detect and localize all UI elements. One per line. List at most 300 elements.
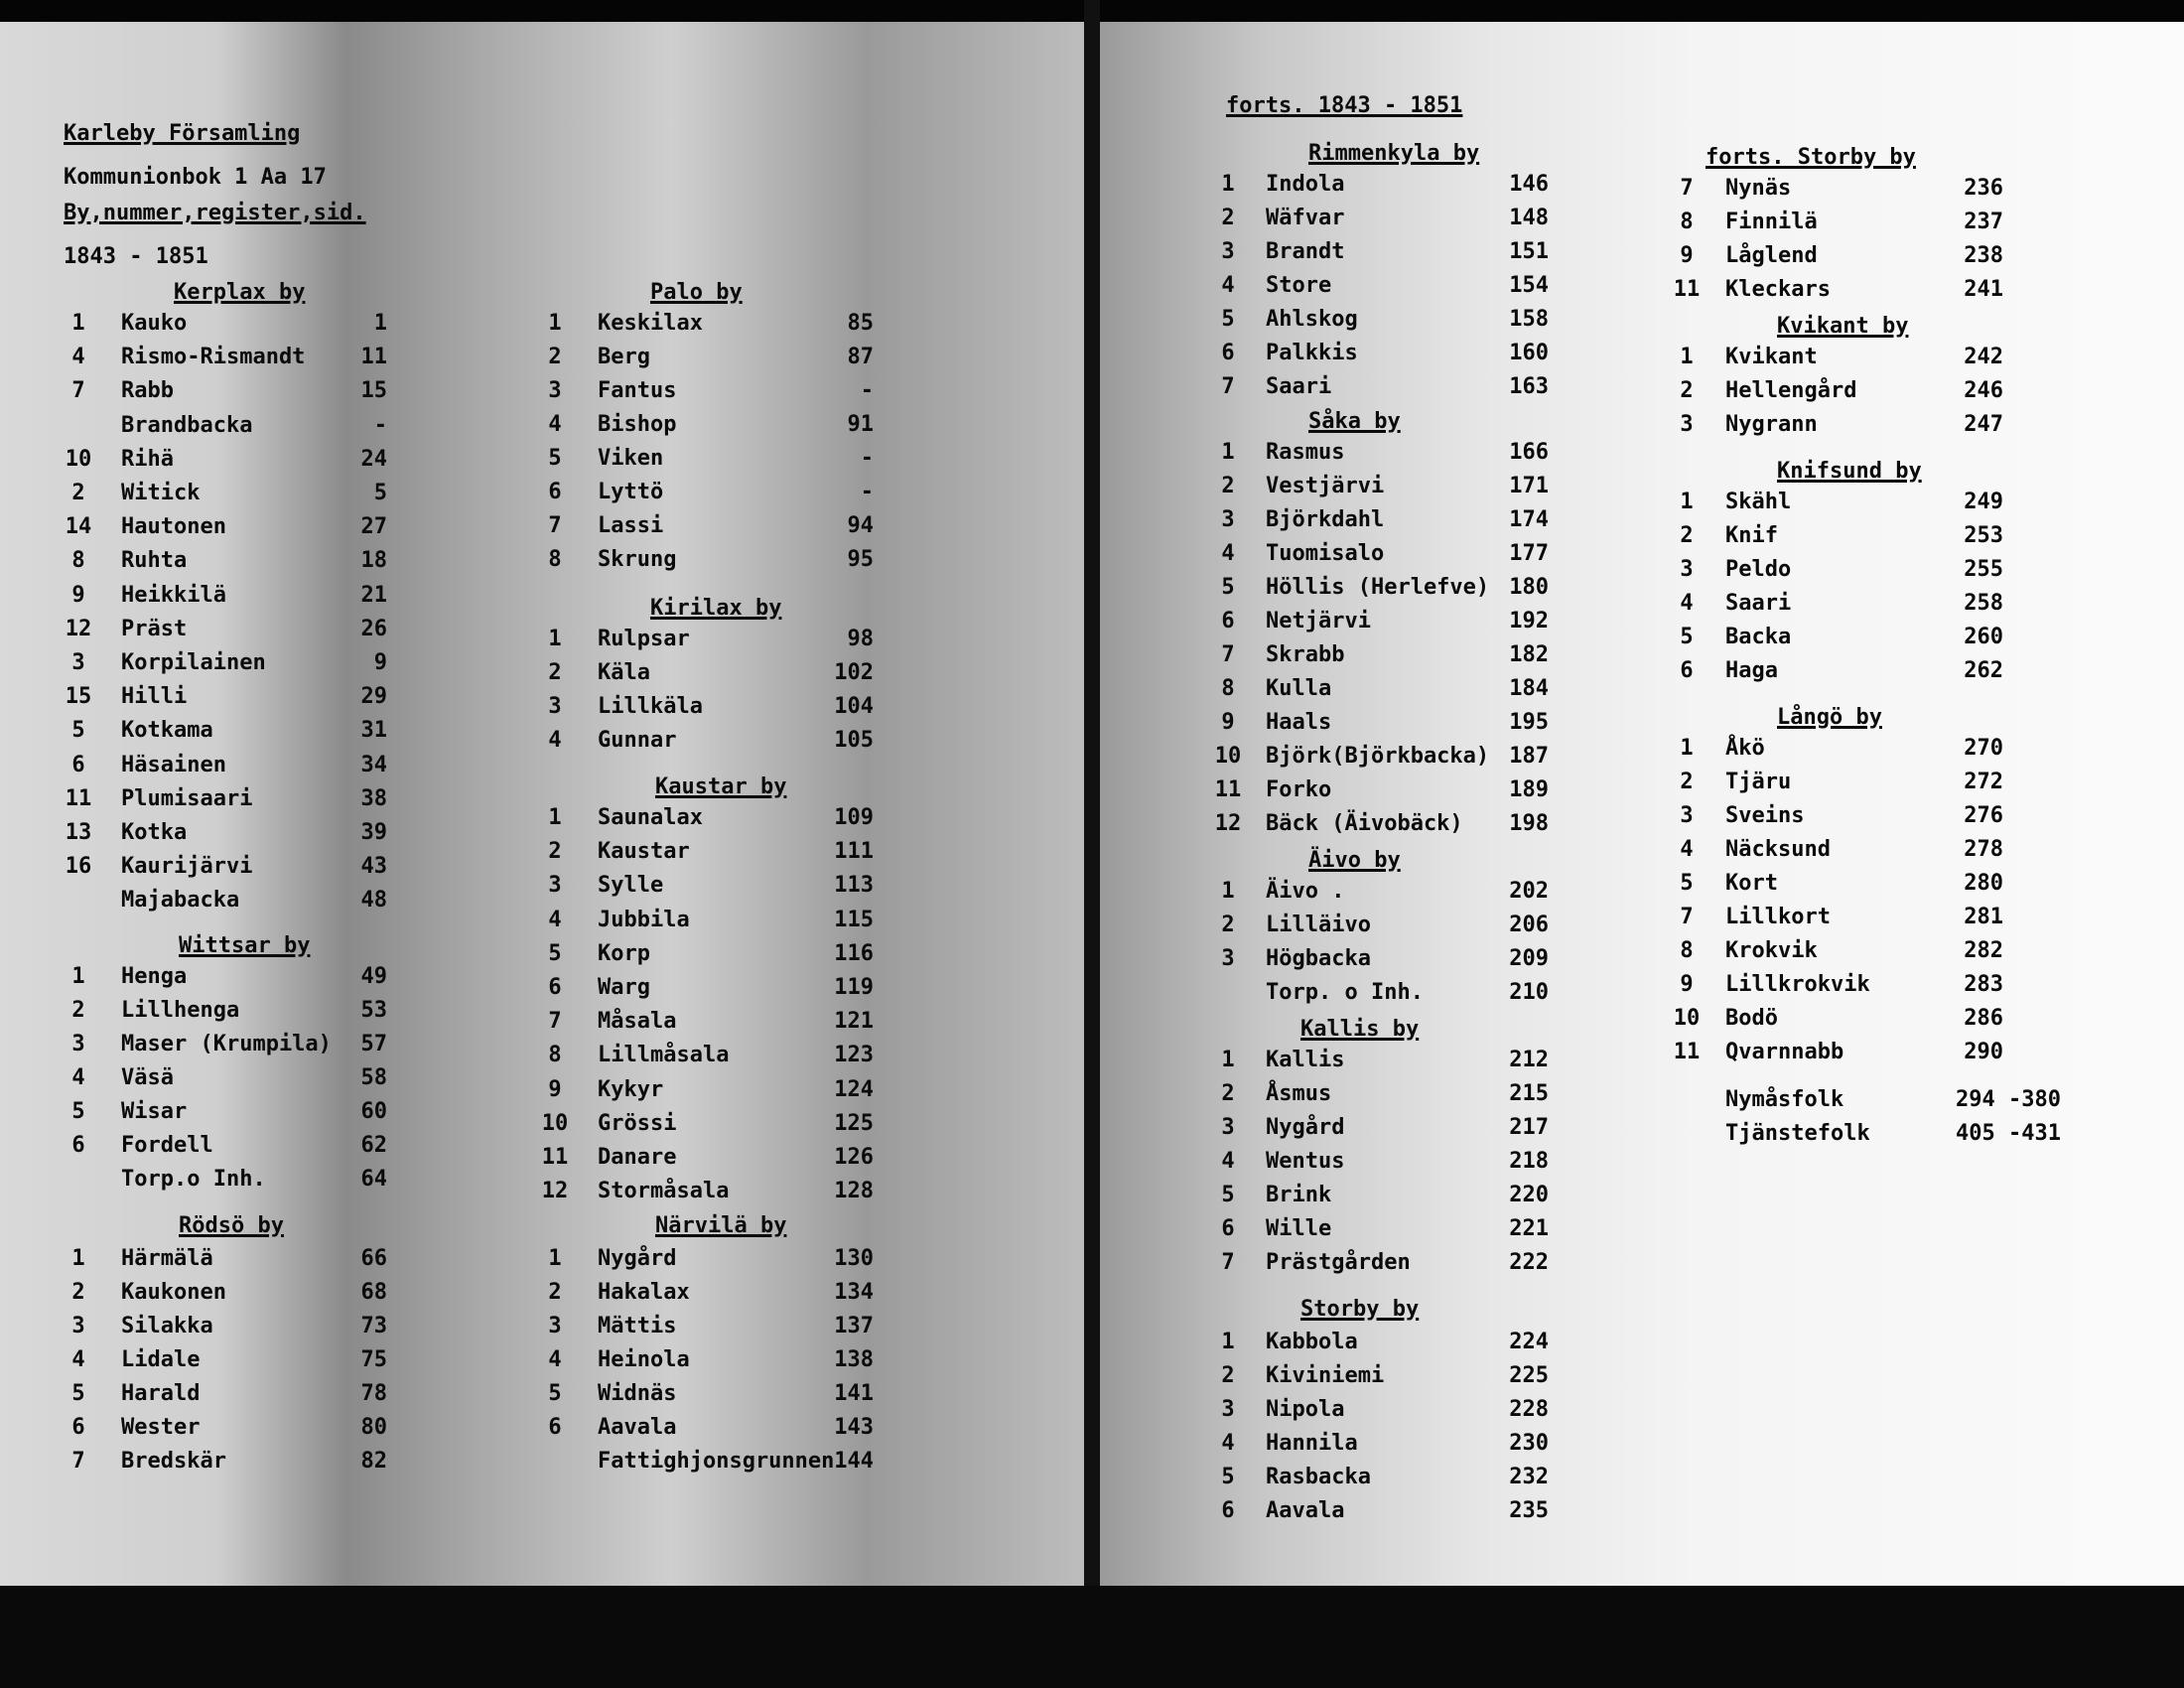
farm-number: 2	[71, 481, 85, 505]
farm-number: 4	[1221, 541, 1235, 566]
page-number: 68	[360, 1280, 387, 1305]
farm-name: Stormåsala	[598, 1179, 730, 1203]
page-number: -	[860, 378, 874, 403]
farm-name: Kvikant	[1725, 345, 1818, 369]
farm-number: 7	[1221, 374, 1235, 399]
farm-name: Rihä	[121, 447, 174, 472]
farm-name: Väsä	[121, 1065, 174, 1090]
register-row	[62, 999, 387, 1023]
page-number: 87	[847, 345, 874, 369]
register-row	[1670, 346, 2003, 369]
farm-name: Äivo .	[1266, 879, 1345, 904]
page-number: 232	[1509, 1465, 1549, 1489]
farm-name: Brandbacka	[121, 413, 253, 438]
farm-number: 3	[1680, 557, 1694, 582]
farm-number: 6	[548, 1415, 562, 1440]
register-row	[1211, 1251, 1549, 1275]
page-number: 64	[360, 1167, 387, 1192]
register-row	[1211, 1398, 1549, 1422]
farm-number: 3	[1680, 803, 1694, 828]
farm-name: Skähl	[1725, 490, 1792, 514]
page-number: 246	[1964, 378, 2003, 403]
farm-name: Warg	[598, 975, 650, 1000]
register-row	[1670, 491, 2003, 514]
farm-number: 1	[71, 1246, 85, 1271]
register-row	[538, 1247, 874, 1271]
farm-number: 15	[65, 684, 92, 709]
register-row	[1211, 1432, 1549, 1456]
page-number: 85	[847, 311, 874, 336]
farm-number: 2	[548, 1280, 562, 1305]
page-number: 18	[360, 548, 387, 573]
farm-number: 3	[1221, 946, 1235, 971]
village-heading: Storby by	[1300, 1297, 1420, 1322]
farm-name: Wester	[121, 1415, 201, 1440]
farm-number: 6	[71, 753, 85, 777]
farm-number: 7	[548, 1009, 562, 1034]
page-number: 151	[1509, 239, 1549, 264]
farm-name: Grössi	[598, 1111, 677, 1136]
farm-name: Plumisaari	[121, 786, 253, 811]
page-number: 154	[1509, 273, 1549, 298]
farm-number: 16	[65, 854, 92, 879]
page-number: 144	[834, 1449, 874, 1474]
register-row	[62, 1168, 387, 1192]
page-number: 82	[360, 1449, 387, 1474]
register-row	[1211, 711, 1549, 735]
page-number: 163	[1509, 374, 1549, 399]
farm-number: 1	[71, 964, 85, 989]
farm-number: 2	[71, 998, 85, 1023]
register-row	[1670, 413, 2003, 437]
page-number: 121	[834, 1009, 874, 1034]
register-row	[1211, 947, 1549, 971]
farm-number: 1	[548, 1246, 562, 1271]
village-heading: Kerplax by	[174, 280, 306, 305]
register-row	[1670, 1041, 2003, 1064]
farm-number: 3	[71, 650, 85, 675]
register-row	[538, 1281, 874, 1305]
farm-name: Lilläivo	[1266, 913, 1371, 937]
page-number: 11	[360, 345, 387, 369]
farm-number: 3	[1221, 1397, 1235, 1422]
page-number: -	[860, 446, 874, 471]
farm-number: 11	[65, 786, 92, 811]
farm-number: 4	[1221, 1149, 1235, 1174]
farm-name: Knif	[1725, 523, 1778, 548]
farm-number: 2	[1221, 206, 1235, 230]
farm-name: Widnäs	[598, 1381, 677, 1406]
register-row	[538, 413, 874, 437]
farm-name: Kaustar	[598, 839, 690, 864]
page-number: 128	[834, 1179, 874, 1203]
farm-name: Saunalax	[598, 805, 703, 830]
farm-number: 3	[1680, 412, 1694, 437]
farm-number: 7	[1680, 176, 1694, 201]
page-number: 221	[1509, 1216, 1549, 1241]
register-row	[538, 840, 874, 864]
register-row	[1211, 1499, 1549, 1523]
farm-name: Låglend	[1725, 243, 1818, 268]
register-row	[62, 821, 387, 845]
register-row	[538, 1348, 874, 1372]
farm-number: 4	[71, 1347, 85, 1372]
farm-name: Kleckars	[1725, 277, 1831, 302]
page-number: 206	[1509, 913, 1549, 937]
page-number: 105	[834, 728, 874, 753]
register-row	[538, 1315, 874, 1338]
farm-name: Ruhta	[121, 548, 188, 573]
farm-number: 3	[1221, 507, 1235, 532]
register-row	[538, 1146, 874, 1170]
page-number: 225	[1509, 1363, 1549, 1388]
farm-name: Rismo-Rismandt	[121, 345, 306, 369]
scan-border	[0, 1586, 2184, 1688]
farm-number: 2	[1680, 523, 1694, 548]
farm-name: Lillkort	[1725, 905, 1831, 929]
register-row	[1211, 308, 1549, 332]
page-number: 143	[834, 1415, 874, 1440]
farm-number: 11	[1673, 1040, 1701, 1064]
register-row	[1211, 880, 1549, 904]
page-number: 124	[834, 1077, 874, 1102]
farm-name: Lillkrokvik	[1725, 972, 1870, 997]
farm-number: 11	[1214, 777, 1242, 802]
farm-name: Kykyr	[598, 1077, 664, 1102]
farm-name: Palkkis	[1266, 341, 1358, 365]
farm-number: 11	[541, 1145, 569, 1170]
farm-name: Silakka	[121, 1314, 213, 1338]
farm-number: 4	[548, 1347, 562, 1372]
page-number: 48	[360, 888, 387, 913]
page-number: 49	[360, 964, 387, 989]
register-row	[62, 1416, 387, 1440]
farm-name: Rulpsar	[598, 627, 690, 651]
page-number: 222	[1509, 1250, 1549, 1275]
register-row	[62, 1382, 387, 1406]
page-number: 215	[1509, 1081, 1549, 1106]
farm-number: 3	[1221, 239, 1235, 264]
farm-name: Rasmus	[1266, 440, 1345, 465]
register-row	[1670, 524, 2003, 548]
register-row	[62, 584, 387, 608]
farm-name: Härmälä	[121, 1246, 213, 1271]
register-row	[62, 1281, 387, 1305]
register-row	[62, 889, 387, 913]
register-row	[62, 1348, 387, 1372]
farm-number: 6	[71, 1415, 85, 1440]
register-row	[62, 618, 387, 641]
farm-name: Hautonen	[121, 514, 226, 539]
register-row	[62, 965, 387, 989]
farm-name: Hakalax	[598, 1280, 690, 1305]
register-row	[1211, 508, 1549, 532]
farm-name: Kort	[1725, 871, 1778, 896]
farm-name: Nipola	[1266, 1397, 1345, 1422]
page-number: 58	[360, 1065, 387, 1090]
parish-title: Karleby Församling	[64, 121, 301, 146]
farm-name: Fantus	[598, 378, 677, 403]
page-number: 138	[834, 1347, 874, 1372]
farm-name: Brink	[1266, 1183, 1332, 1207]
register-row	[1670, 592, 2003, 616]
farm-number: 1	[1680, 490, 1694, 514]
page-number: 270	[1964, 736, 2003, 761]
farm-name: Wisar	[121, 1099, 188, 1124]
farm-name: Kallis	[1266, 1048, 1345, 1072]
register-row	[1670, 177, 2003, 201]
page-number: -	[373, 413, 387, 438]
page-number: 94	[847, 513, 874, 538]
page-number: 195	[1509, 710, 1549, 735]
page-number: 160	[1509, 341, 1549, 365]
farm-name: Höllis (Herlefve)	[1266, 575, 1490, 600]
farm-number: 9	[1221, 710, 1235, 735]
page-number: 148	[1509, 206, 1549, 230]
page-number: 95	[847, 547, 874, 572]
farm-number: 5	[548, 446, 562, 471]
farm-name: Qvarnnabb	[1725, 1040, 1844, 1064]
farm-name: Björk(Björkbacka)	[1266, 744, 1490, 769]
page-number: 24	[360, 447, 387, 472]
register-row	[62, 346, 387, 369]
farm-number: 10	[65, 447, 92, 472]
category-name: Nymåsfolk	[1725, 1087, 1844, 1112]
page-number: 53	[360, 998, 387, 1023]
farm-number: 5	[1680, 871, 1694, 896]
farm-number: 4	[548, 908, 562, 932]
farm-number: 6	[1680, 658, 1694, 683]
farm-name: Wentus	[1266, 1149, 1345, 1174]
page-number: 29	[360, 684, 387, 709]
farm-name: Kulla	[1266, 676, 1332, 701]
farm-number: 4	[548, 412, 562, 437]
register-row	[538, 874, 874, 898]
farm-number: 1	[1680, 736, 1694, 761]
register-row	[538, 729, 874, 753]
farm-number: 3	[548, 1314, 562, 1338]
register-row	[62, 651, 387, 675]
farm-name: Vestjärvi	[1266, 474, 1385, 498]
farm-name: Skrung	[598, 547, 677, 572]
farm-name: Prästgården	[1266, 1250, 1411, 1275]
register-row-extra	[1725, 1122, 2063, 1146]
farm-number: 5	[71, 1099, 85, 1124]
register-row	[538, 1416, 874, 1440]
farm-number: 7	[71, 1449, 85, 1474]
page-number: 123	[834, 1043, 874, 1067]
farm-number: 3	[548, 873, 562, 898]
farm-name: Haga	[1725, 658, 1778, 683]
page-number: 26	[360, 617, 387, 641]
page-number: 62	[360, 1133, 387, 1158]
register-row	[62, 1100, 387, 1124]
farm-number: 12	[541, 1179, 569, 1203]
farm-name: Saari	[1266, 374, 1332, 399]
farm-name: Backa	[1725, 625, 1792, 649]
register-row	[1670, 1007, 2003, 1031]
farm-name: Krokvik	[1725, 938, 1818, 963]
farm-number: 10	[1673, 1006, 1701, 1031]
farm-name: Hannila	[1266, 1431, 1358, 1456]
farm-name: Berg	[598, 345, 650, 369]
farm-name: Lidale	[121, 1347, 201, 1372]
page-number: 209	[1509, 946, 1549, 971]
farm-name: Torp. o Inh.	[1266, 980, 1424, 1005]
page-number: 126	[834, 1145, 874, 1170]
register-row	[1670, 906, 2003, 929]
register-row	[62, 1247, 387, 1271]
page-number: 91	[847, 412, 874, 437]
farm-number: 8	[548, 1043, 562, 1067]
register-row	[538, 1044, 874, 1067]
register-row	[538, 806, 874, 830]
farm-number: 6	[1221, 609, 1235, 633]
farm-number: 11	[1673, 277, 1701, 302]
farm-number: 5	[1221, 1465, 1235, 1489]
register-row	[1670, 804, 2003, 828]
page-number: 220	[1509, 1183, 1549, 1207]
farm-name: Ahlskog	[1266, 307, 1358, 332]
farm-number: 6	[71, 1133, 85, 1158]
register-row	[538, 548, 874, 572]
farm-name: Kaukonen	[121, 1280, 226, 1305]
page-range: 294 -380	[1956, 1087, 2061, 1112]
page-number: 218	[1509, 1149, 1549, 1174]
page-number: 57	[360, 1032, 387, 1056]
right-page-title: forts. 1843 - 1851	[1226, 93, 1463, 118]
farm-number: 2	[1680, 378, 1694, 403]
farm-name: Präst	[121, 617, 188, 641]
register-row	[62, 1450, 387, 1474]
farm-name: Gunnar	[598, 728, 677, 753]
page-number: 119	[834, 975, 874, 1000]
page-number: 276	[1964, 803, 2003, 828]
page-number: 80	[360, 1415, 387, 1440]
village-heading: Kvikant by	[1777, 314, 1909, 339]
farm-name: Bodö	[1725, 1006, 1778, 1031]
village-heading: Närvilä by	[655, 1213, 787, 1238]
farm-number: 8	[548, 547, 562, 572]
page-number: 104	[834, 694, 874, 719]
register-row	[1211, 207, 1549, 230]
farm-number: 1	[1680, 345, 1694, 369]
farm-name: Viken	[598, 446, 664, 471]
page-number: 177	[1509, 541, 1549, 566]
page-number: 235	[1509, 1498, 1549, 1523]
page-number: 241	[1964, 277, 2003, 302]
farm-number: 1	[1221, 1330, 1235, 1354]
farm-name: Henga	[121, 964, 188, 989]
register-row	[62, 787, 387, 811]
register-row	[1211, 745, 1549, 769]
farm-number: 2	[1221, 913, 1235, 937]
register-row	[1211, 643, 1549, 667]
farm-number: 4	[548, 728, 562, 753]
farm-name: Store	[1266, 273, 1332, 298]
farm-number: 9	[1680, 972, 1694, 997]
farm-number: 5	[71, 1381, 85, 1406]
page-number: 9	[373, 650, 387, 675]
register-row	[538, 514, 874, 538]
farm-number: 2	[548, 345, 562, 369]
farm-number: 2	[548, 660, 562, 685]
page-number: 109	[834, 805, 874, 830]
page-number: 43	[360, 854, 387, 879]
register-row	[1670, 379, 2003, 403]
page-number: 5	[373, 481, 387, 505]
page-number: 102	[834, 660, 874, 685]
register-row	[62, 1033, 387, 1056]
farm-name: Indola	[1266, 172, 1345, 197]
page-number: 111	[834, 839, 874, 864]
register-row	[62, 1134, 387, 1158]
register-row	[62, 482, 387, 505]
farm-name: Lyttö	[598, 480, 664, 504]
register-row	[62, 855, 387, 879]
farm-name: Wäfvar	[1266, 206, 1345, 230]
page-number: 182	[1509, 642, 1549, 667]
farm-name: Nygård	[1266, 1115, 1345, 1140]
page-number: 224	[1509, 1330, 1549, 1354]
farm-name: Fattighjonsgrunnen	[598, 1449, 835, 1474]
page-number: 38	[360, 786, 387, 811]
farm-name: Wille	[1266, 1216, 1332, 1241]
register-row	[62, 754, 387, 777]
farm-number: 3	[548, 378, 562, 403]
farm-number: 3	[1221, 1115, 1235, 1140]
page-number: 217	[1509, 1115, 1549, 1140]
page-number: 60	[360, 1099, 387, 1124]
register-row	[1211, 1466, 1549, 1489]
farm-name: Bäck (Äivobäck)	[1266, 811, 1463, 836]
farm-name: Kotkama	[121, 718, 213, 743]
farm-number: 6	[1221, 1498, 1235, 1523]
farm-name: Käla	[598, 660, 650, 685]
register-row	[1211, 1150, 1549, 1174]
page-number: 34	[360, 753, 387, 777]
farm-number: 8	[71, 548, 85, 573]
page-number: 113	[834, 873, 874, 898]
page-number: 98	[847, 627, 874, 651]
farm-number: 1	[1221, 879, 1235, 904]
farm-number: 2	[1221, 474, 1235, 498]
register-row	[538, 909, 874, 932]
farm-number: 5	[548, 1381, 562, 1406]
register-row	[538, 1180, 874, 1203]
farm-number: 4	[71, 345, 85, 369]
register-row	[62, 549, 387, 573]
page-number: 146	[1509, 172, 1549, 197]
farm-name: Kiviniemi	[1266, 1363, 1385, 1388]
register-row	[538, 1078, 874, 1102]
register-row	[1211, 342, 1549, 365]
register-row	[1211, 610, 1549, 633]
farm-name: Näcksund	[1725, 837, 1831, 862]
farm-name: Korpilainen	[121, 650, 266, 675]
farm-number: 1	[548, 627, 562, 651]
farm-number: 1	[548, 805, 562, 830]
village-heading: Kaustar by	[655, 774, 787, 799]
farm-name: Åkö	[1725, 736, 1765, 761]
farm-number: 4	[1680, 591, 1694, 616]
farm-number: 7	[1221, 642, 1235, 667]
farm-name: Skrabb	[1266, 642, 1345, 667]
register-row	[1211, 1082, 1549, 1106]
register-row	[1211, 576, 1549, 600]
register-row	[1211, 812, 1549, 836]
page-number: 198	[1509, 811, 1549, 836]
